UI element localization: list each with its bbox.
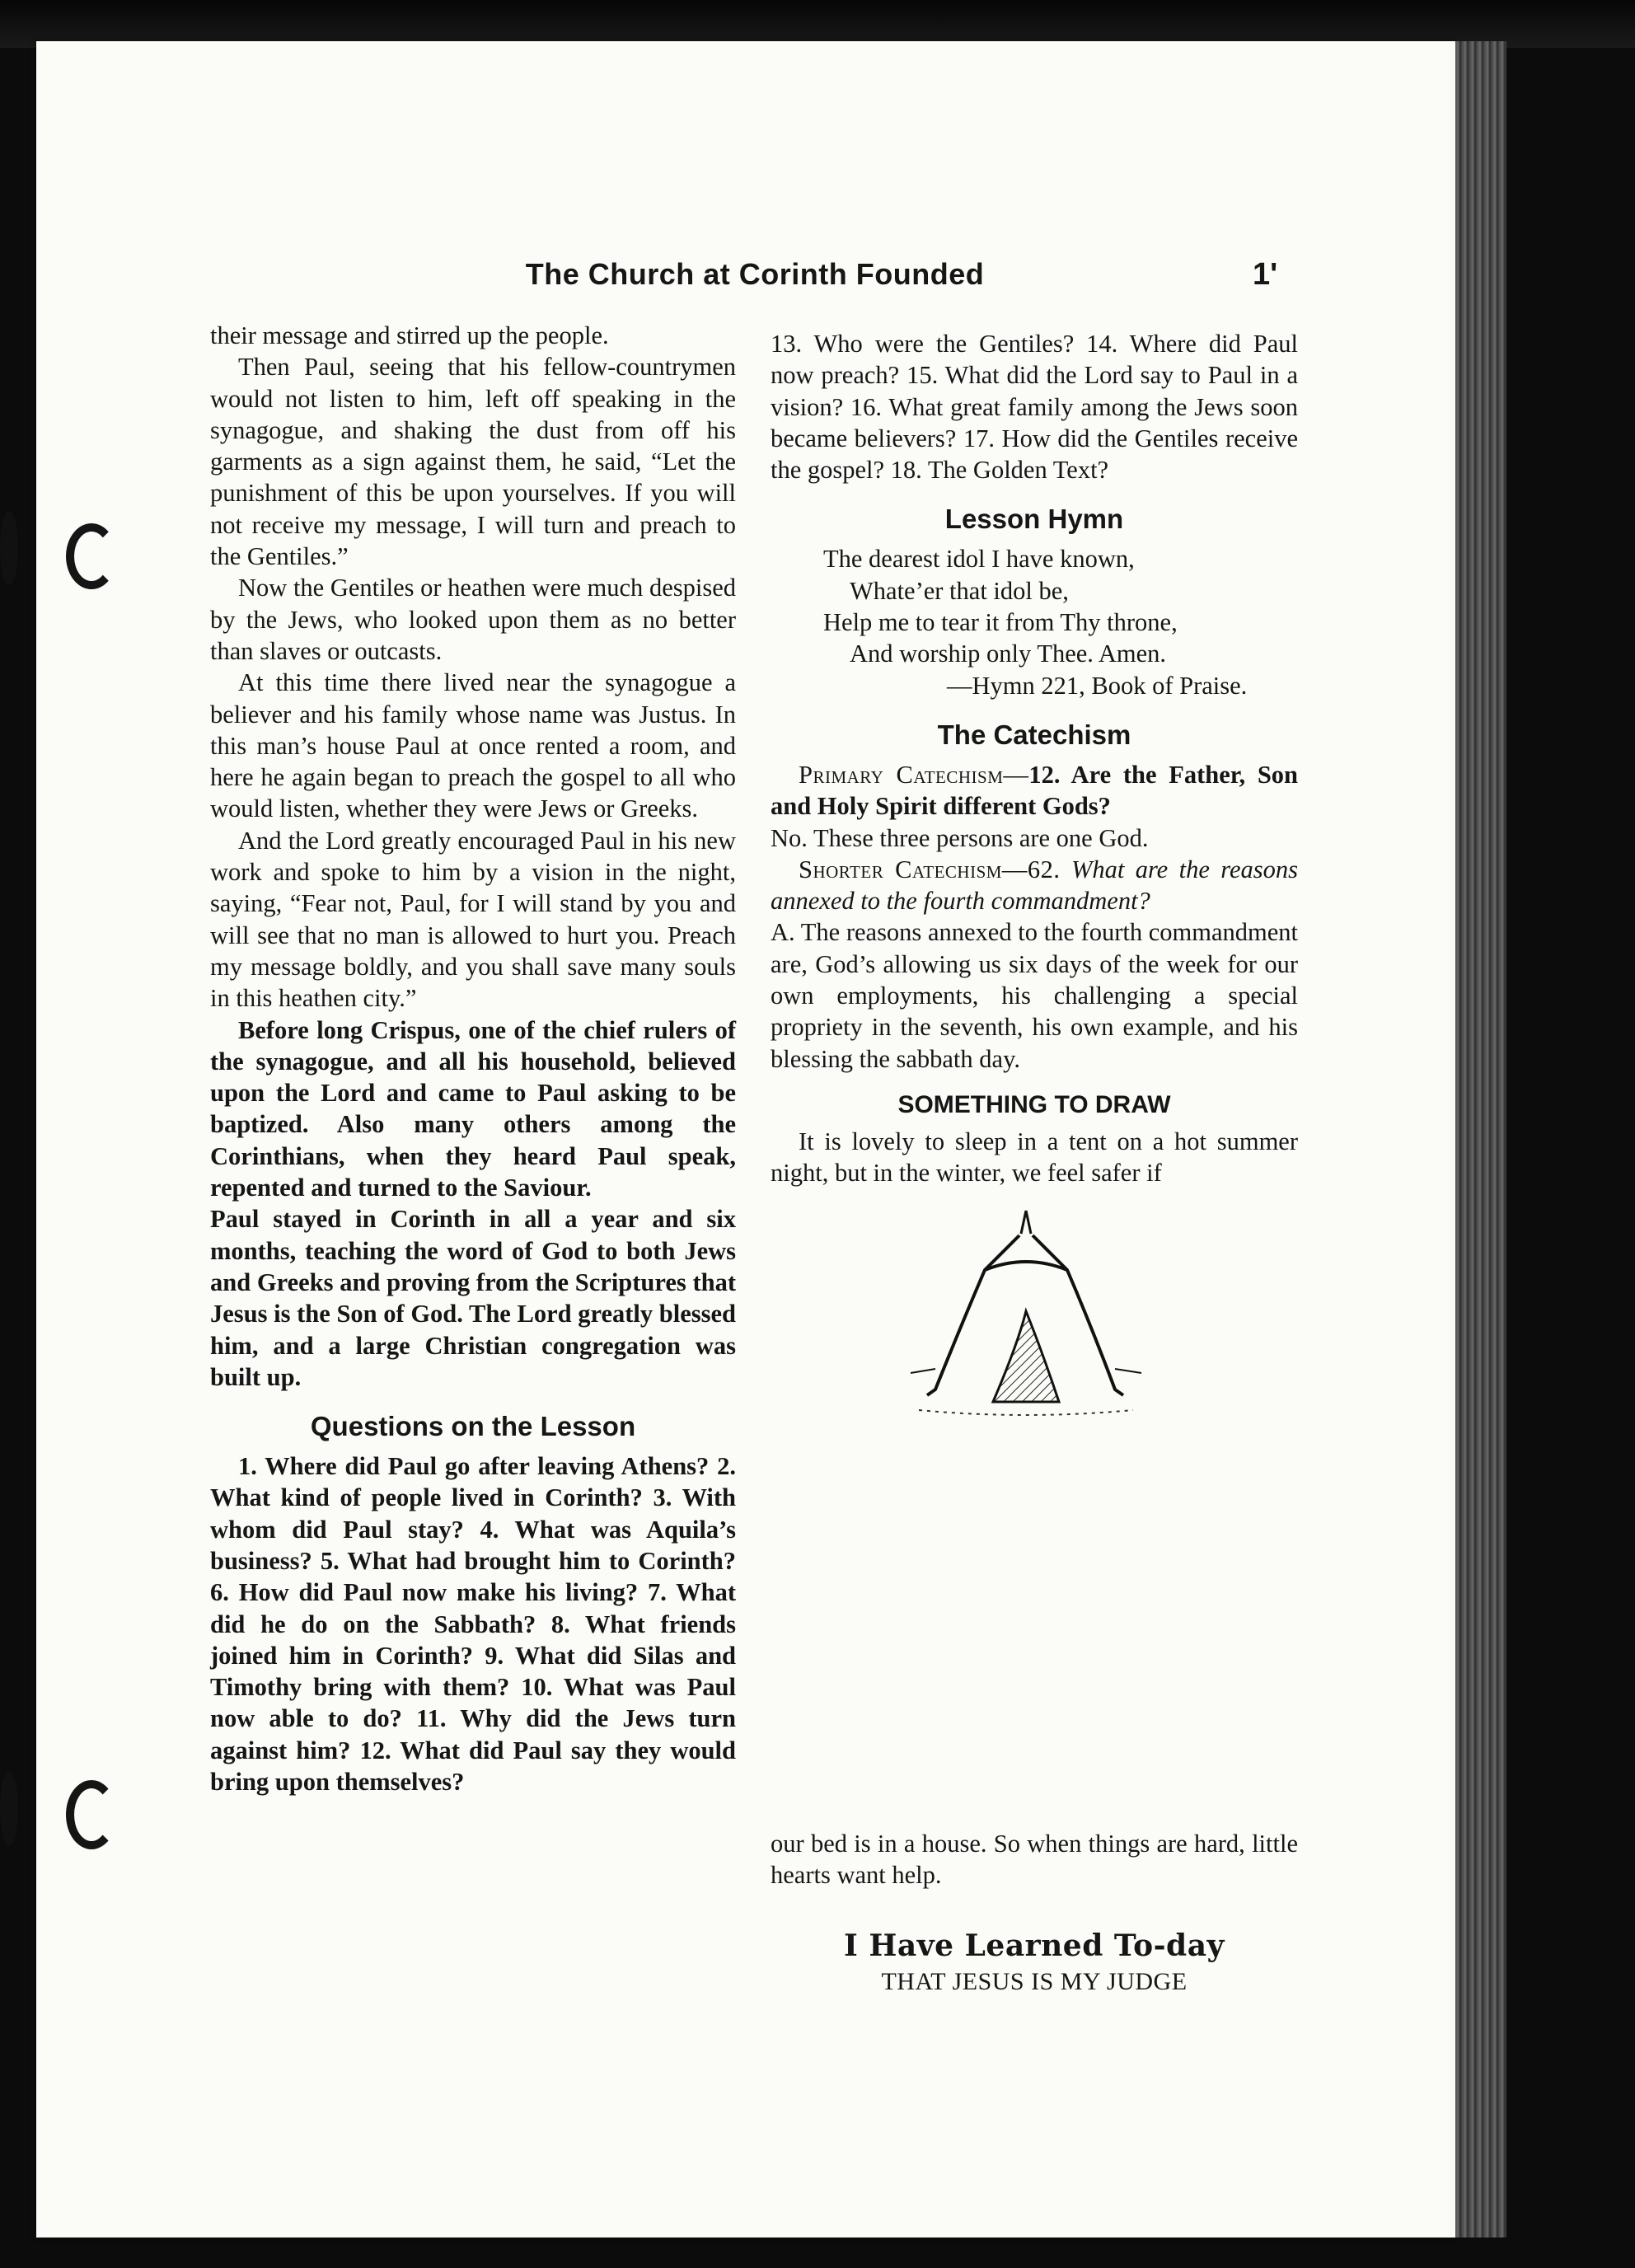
primary-catechism-answer: No. These three persons are one God. (771, 823, 1149, 852)
paragraph: Then Paul, seeing that his fellow-countrymen would not listen to him, left off speaking in the synagogue, and shaking the dust from off his garments as a sign against them, he said, “Let the punishment of this be upon yourselves. If you will not receive my message, I will turn and preach to the Gentiles.” (210, 353, 736, 571)
paragraph: Paul stayed in Corinth in all a year and six months, teaching the word of God to both Jews and Greeks and proving from the Scriptures that Jesus is the Son of God. The Lord greatly blessed him, and a large Christian congregation was built up. (210, 1205, 736, 1391)
learned-today-subtitle: THAT JESUS IS MY JUDGE (881, 1968, 1188, 1995)
primary-catechism-question: 12. Are the Father, Son and Holy Spirit different Gods? (771, 760, 1298, 821)
paragraph: Now the Gentiles or heathen were much despised by the Jews, who looked upon them as no better than slaves or outcasts. (210, 574, 736, 665)
draw-text: It is lovely to sleep in a tent on a hot summer night, but in the winter, we feel safer if (771, 1127, 1298, 1188)
tent-drawing (902, 1204, 1150, 1451)
shorter-catechism (771, 854, 1298, 917)
questions-continued: 13. Who were the Gentiles? 14. Where did Paul now preach? 15. What did the Lord say to Paul in a vision? 16. What great family among the Jews soon became believers? 17. How did the Gentiles receive the gospel? 18. The Golden Text? (771, 330, 1298, 485)
binder-ring-bottom (66, 1780, 117, 1849)
hymn-line: And worship only Thee. Amen. (850, 640, 1167, 668)
hymn-citation: —Hymn 221, Book of Praise. (947, 671, 1248, 700)
paragraph: And the Lord greatly encouraged Paul in his new work and spoke to him by a vision in the night, saying, “Fear not, Paul, for I will stand by you and will see that no man is allowed to hurt you. Preach my message boldly, and you shall save many souls in this heathen city.” (210, 826, 736, 1013)
questions-text: 1. Where did Paul go after leaving Athens? 2. What kind of people lived in Corinth? 3. With whom did Paul stay? 4. What was Aquila’s business? 5. What had brought him to Corinth? 6. How did Paul now make his living? 7. What did he do on the Sabbath? 8. What friends joined him in Corinth? 9. What did Silas and Timothy bring with them? 10. What was Paul now able to do? 11. Why did the Jews turn against him? 12. What did Paul say they would bring upon themselves? (210, 1452, 736, 1797)
binder-hole-bottom (0, 1772, 18, 1846)
hymn-line: The dearest idol I have known, (823, 545, 1135, 574)
draw-heading: SOMETHING TO DRAW (897, 1090, 1171, 1118)
shorter-catechism-label: Shorter Catechism—62. (799, 855, 1061, 883)
tent-base (919, 1410, 1133, 1415)
paragraph: Before long Crispus, one of the chief rulers of the synagogue, and all his household, believed upon the Lord and came to Paul asking to be baptized. Also many others among the Corinthians, when they heard Paul speak, repented and turned to the Saviour. (210, 1015, 736, 1202)
left-column (210, 320, 736, 1797)
shorter-catechism-answer: A. The reasons annexed to the fourth commandment are, God’s allowing us six days of the week for our own employments, his challenging a special propriety in the seventh, his own example, and his blessing the sabbath day. (771, 918, 1298, 1073)
paragraph: their message and stirred up the people. (210, 321, 609, 349)
learned-today-title: I Have Learned To-day (844, 1928, 1225, 1963)
page-title: The Church at Corinth Founded (525, 257, 985, 291)
hymn-verse (823, 543, 1298, 701)
book-page-edges (1455, 41, 1506, 2238)
draw-text-end: our bed is in a house. So when things are hard, little hearts want help. (771, 1830, 1298, 1890)
tent-pole-top (1021, 1211, 1031, 1234)
tent-brim (985, 1262, 1067, 1270)
page-number: 1' (1253, 257, 1278, 292)
right-column (771, 328, 1298, 1451)
shorter-catechism-question: What are the reasons annexed to the fourth commandment? (771, 855, 1298, 916)
tent-ground-rope-right (1115, 1369, 1141, 1373)
binder-hole-top (0, 511, 18, 585)
questions-heading: Questions on the Lesson (310, 1411, 636, 1442)
tent-door-flap (993, 1311, 1059, 1402)
learned-today-box (771, 1928, 1298, 1996)
hymn-heading: Lesson Hymn (944, 504, 1124, 535)
hymn-line: Help me to tear it from Thy throne, (823, 608, 1178, 637)
primary-catechism-label: Primary Catechism— (799, 760, 1029, 789)
paragraph: At this time there lived near the synagogue a believer and his family whose name was Justus. In this man’s house Paul at once rented a room, and here he again began to preach the gospel to all who would listen, whether they were Jews or Greeks. (210, 668, 736, 823)
catechism-heading: The Catechism (937, 719, 1131, 750)
primary-catechism (771, 759, 1298, 822)
hymn-line: Whate’er that idol be, (850, 576, 1069, 605)
binder-ring-top (66, 523, 117, 589)
tent-ground-rope-left (911, 1369, 935, 1373)
draw-text-continued (771, 1828, 1298, 1891)
